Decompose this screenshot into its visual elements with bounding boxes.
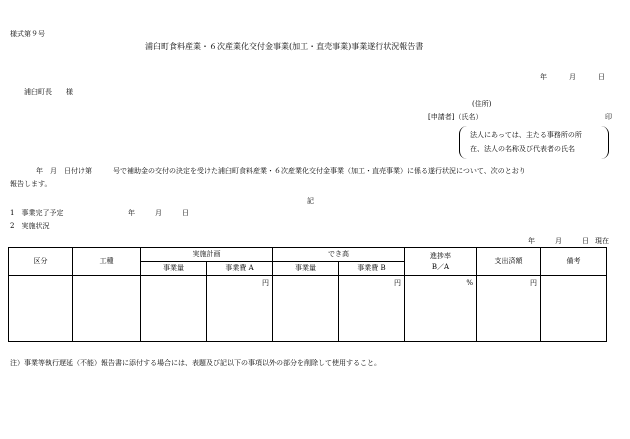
address-label: (住所) xyxy=(472,100,492,108)
status-year: 年 xyxy=(528,237,535,245)
item1-day: 日 xyxy=(182,209,189,217)
header-work-type: 工種 xyxy=(73,248,141,276)
header-actual: でき高 xyxy=(273,248,405,262)
seal-mark: 印 xyxy=(605,113,612,121)
cell-plan-qty xyxy=(141,276,207,342)
status-suffix: 現在 xyxy=(595,237,609,245)
form-number: 様式第９号 xyxy=(10,30,45,38)
header-progress-label: 進捗率 xyxy=(430,251,451,260)
cell-plan-cost: 円 xyxy=(207,276,273,342)
header-category: 区分 xyxy=(9,248,73,276)
table-row xyxy=(9,276,607,342)
subheader-actual-qty: 事業量 xyxy=(273,262,339,276)
corporation-note-line2: 在、法人の名称及び代表者の氏名 xyxy=(470,145,575,153)
addressee: 浦臼町長 様 xyxy=(24,88,73,96)
date-year: 年 xyxy=(540,73,547,81)
document-title: 浦臼町食料産業・６次産業化交付金事業(加工・直売事業)事業遂行状況報告書 xyxy=(145,42,424,51)
subheader-plan-qty: 事業量 xyxy=(141,262,207,276)
cell-actual-qty xyxy=(273,276,339,342)
cell-work-type xyxy=(73,276,141,342)
item1-label: 1 事業完了予定 xyxy=(10,209,64,217)
date-day: 日 xyxy=(598,73,605,81)
body-text-line1: 年 月 日付け第 号で補助金の交付の決定を受けた浦臼町食料産業・６次産業化交付金事業（加工・直売事業）に係る遂行状況について、次のとおり xyxy=(36,167,526,175)
header-progress xyxy=(405,248,477,276)
applicant-name-label: [申請者]（氏名） xyxy=(428,113,483,121)
header-plan: 実施計画 xyxy=(141,248,273,262)
status-day: 日 xyxy=(582,237,589,245)
corporation-note-line1: 法人にあっては、主たる事務所の所 xyxy=(470,131,582,139)
ki-heading: 記 xyxy=(307,197,314,205)
status-table xyxy=(8,247,607,342)
status-month: 月 xyxy=(555,237,562,245)
status-date xyxy=(528,238,609,245)
subheader-actual-cost: 事業費 B xyxy=(339,262,405,276)
footnote: 注）事業等執行遅延（不能）報告書に添付する場合には、表題及び記以下の事項以外の部分を削除して使用すること。 xyxy=(10,359,381,367)
item1-year: 年 xyxy=(128,209,135,217)
item1-date xyxy=(128,210,189,217)
header-remarks: 備考 xyxy=(541,248,607,276)
cell-paid: 円 xyxy=(477,276,541,342)
item1-month: 月 xyxy=(155,209,162,217)
item2-label: 2 実施状況 xyxy=(10,222,50,230)
body-text-line2: 報告します。 xyxy=(10,180,52,188)
date-month: 月 xyxy=(569,73,576,81)
corporation-note xyxy=(459,126,609,159)
subheader-plan-cost: 事業費 A xyxy=(207,262,273,276)
submission-date xyxy=(540,74,605,81)
cell-remarks xyxy=(541,276,607,342)
header-progress-formula: B／A xyxy=(431,262,450,271)
cell-category xyxy=(9,276,73,342)
cell-progress: % xyxy=(405,276,477,342)
cell-actual-cost: 円 xyxy=(339,276,405,342)
header-paid: 支出済額 xyxy=(477,248,541,276)
